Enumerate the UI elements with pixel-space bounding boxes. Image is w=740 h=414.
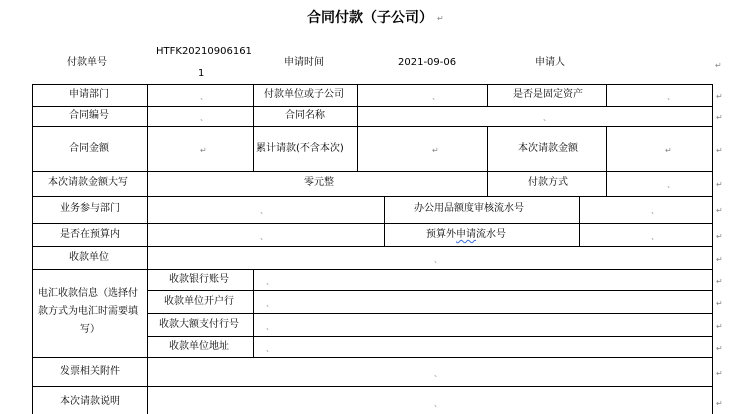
invoice-label: 发票相关附件 — [60, 366, 120, 377]
cumulative-label: 累计请款(不含本次) — [256, 143, 344, 154]
cell-mark-icon: 、 — [266, 299, 274, 308]
amount-upper-label: 本次请款金额大写 — [48, 177, 128, 188]
remark-label: 本次请款说明 — [60, 396, 120, 407]
large-pay-no-label: 收款大额支付行号 — [159, 319, 239, 330]
cell-mark-icon: 、 — [266, 344, 274, 353]
contract-no-label: 合同编号 — [69, 110, 109, 121]
cell-mark-icon: 、 — [651, 232, 659, 241]
cell-mark-icon: 、 — [200, 92, 208, 101]
payee-label: 收款单位 — [69, 252, 109, 263]
cell-mark-icon: 、 — [260, 232, 268, 241]
contract-amount-label: 合同金额 — [69, 143, 109, 154]
paragraph-mark-icon: ↵ — [432, 146, 439, 155]
cell-mark-icon: 、 — [667, 92, 675, 101]
paragraph-mark-icon: ↵ — [715, 61, 722, 70]
paragraph-mark-icon: ↵ — [716, 344, 723, 353]
cell-mark-icon: 、 — [434, 399, 442, 408]
wire-info-label-end: 写） — [80, 324, 100, 335]
contract-name-label: 合同名称 — [285, 110, 325, 121]
cell-mark-icon: 、 — [434, 369, 442, 378]
office-flow-label: 办公用品额度审核流水号 — [414, 203, 524, 214]
paragraph-mark-icon: ↵ — [716, 113, 723, 122]
apply-dept-label: 申请部门 — [69, 89, 109, 100]
bank-account-label: 收款银行账号 — [169, 274, 229, 285]
cell-mark-icon: 、 — [200, 113, 208, 122]
apply-time-label: 申请时间 — [284, 57, 324, 68]
cell-mark-icon: 、 — [260, 206, 268, 215]
payer-label: 付款单位或子公司 — [264, 89, 344, 100]
applicant-label: 申请人 — [535, 57, 565, 68]
cell-mark-icon: 、 — [266, 322, 274, 331]
cell-mark-icon: 、 — [266, 277, 274, 286]
cell-mark-icon: 、 — [543, 113, 551, 122]
paragraph-mark-icon: ↵ — [716, 180, 723, 189]
over-budget-flow-label: 预算外申请流水号 — [426, 229, 506, 240]
fixed-asset-label: 是否是固定资产 — [513, 89, 583, 100]
paragraph-mark-icon: ↵ — [200, 146, 207, 155]
in-budget-label: 是否在预算内 — [60, 229, 120, 240]
pay-method-label: 付款方式 — [528, 177, 568, 188]
cell-mark-icon: 、 — [434, 255, 442, 264]
payment-no-label: 付款单号 — [67, 57, 107, 68]
paragraph-mark-icon: ↵ — [716, 277, 723, 286]
cell-mark-icon: 、 — [651, 206, 659, 215]
paragraph-mark-icon: ↵ — [716, 146, 723, 155]
cell-mark-icon: 、 — [667, 180, 675, 189]
paragraph-mark-icon: ↵ — [716, 232, 723, 241]
page-title: 合同付款（子公司） — [307, 10, 433, 26]
paragraph-mark-icon: ↵ — [437, 14, 444, 23]
paragraph-mark-icon: ↵ — [716, 206, 723, 215]
paragraph-mark-icon: ↵ — [716, 399, 723, 408]
paragraph-mark-icon: ↵ — [665, 146, 672, 155]
paragraph-mark-icon: ↵ — [716, 299, 723, 308]
biz-dept-label: 业务参与部门 — [60, 203, 120, 214]
payment-no-value-cont: 1 — [198, 68, 205, 79]
wire-info-label: 电汇收款信息（选择付 — [38, 288, 138, 299]
wire-info-label-cont: 款方式为电汇时需要填 — [38, 306, 138, 317]
this-amount-label: 本次请款金额 — [518, 143, 578, 154]
payment-no-value: HTFK20210906161 — [156, 46, 252, 57]
paragraph-mark-icon: ↵ — [716, 369, 723, 378]
payee-address-label: 收款单位地址 — [169, 341, 229, 352]
cell-mark-icon: 、 — [432, 92, 440, 101]
bank-branch-label: 收款单位开户行 — [164, 296, 234, 307]
paragraph-mark-icon: ↵ — [716, 92, 723, 101]
paragraph-mark-icon: ↵ — [716, 322, 723, 331]
apply-time-value: 2021-09-06 — [398, 57, 457, 68]
amount-upper-value: 零元整 — [304, 177, 334, 188]
paragraph-mark-icon: ↵ — [716, 255, 723, 264]
